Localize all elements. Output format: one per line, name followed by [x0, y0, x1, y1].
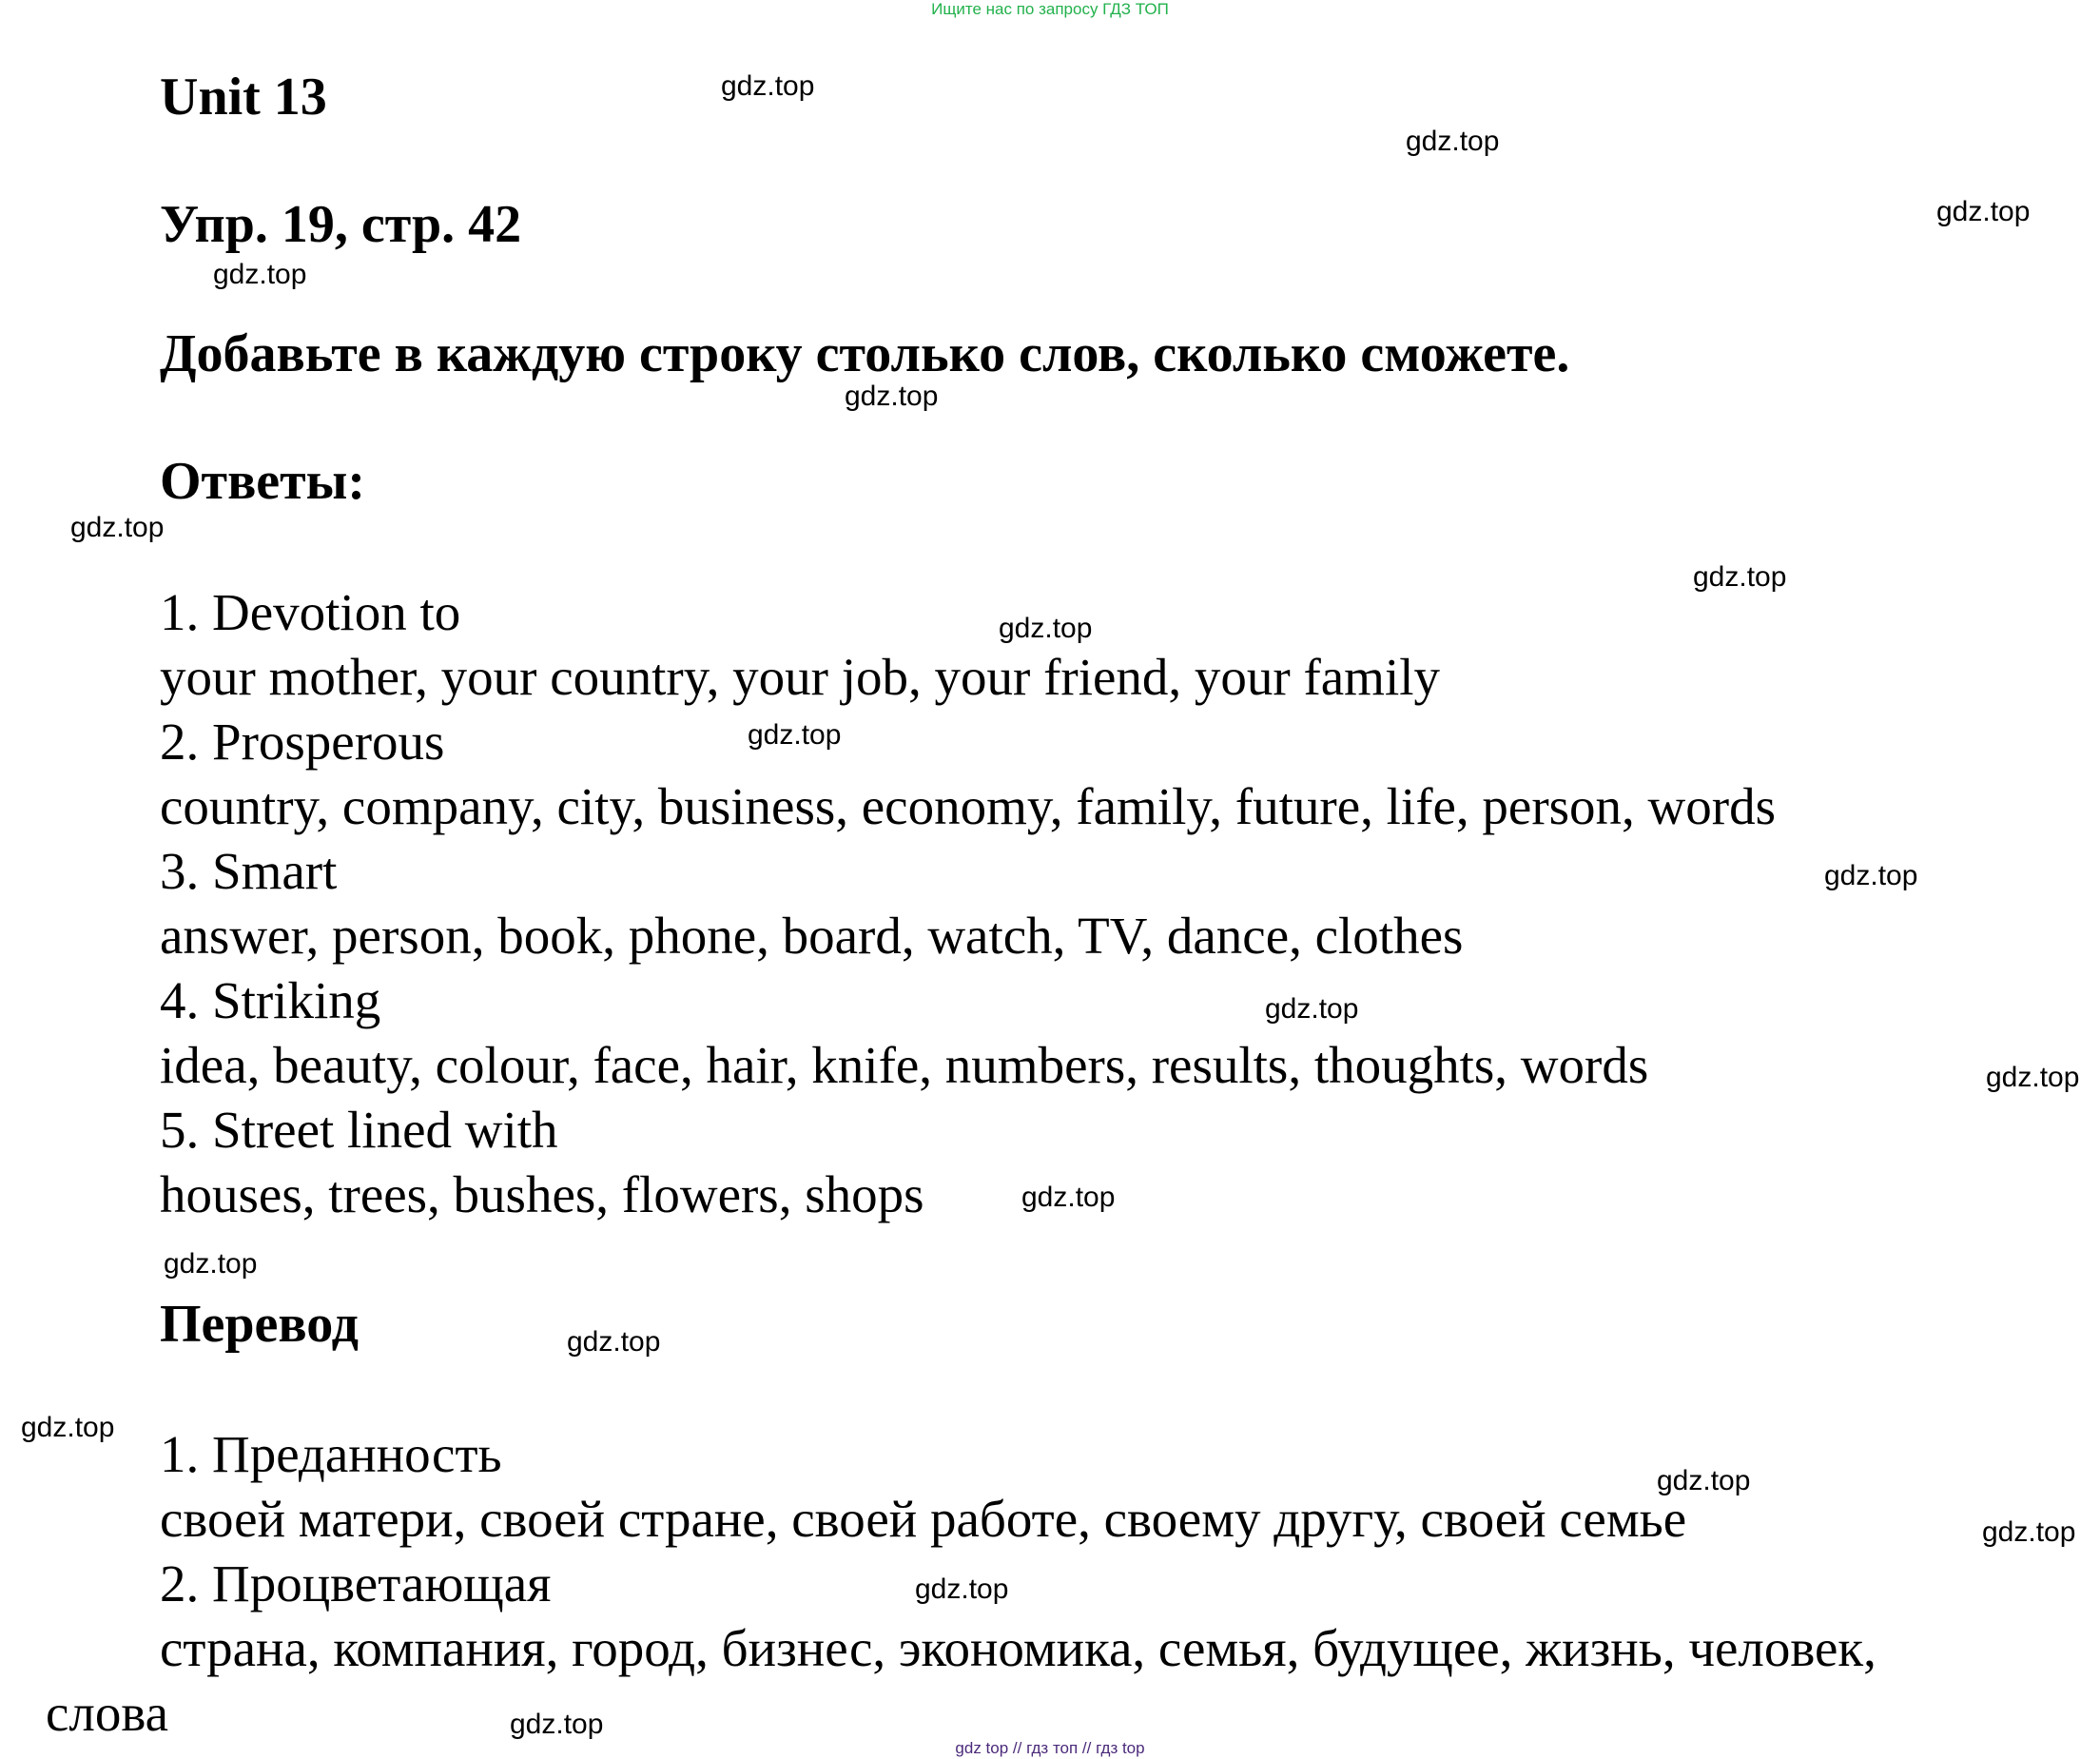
top-banner: Ищите нас по запросу ГДЗ ТОП — [931, 0, 1169, 18]
task-instruction: Добавьте в каждую строку столько слов, сколько сможете. — [160, 324, 1570, 383]
translation-2-words: страна, компания, город, бизнес, экономика, семья, будущее, жизнь, человек, — [160, 1619, 1876, 1677]
watermark: gdz.top — [915, 1573, 1009, 1605]
answer-2-label: 2. Prosperous — [160, 713, 445, 771]
translation-heading: Перевод — [160, 1295, 359, 1354]
watermark: gdz.top — [1693, 561, 1787, 593]
answer-1-label: 1. Devotion to — [160, 583, 461, 641]
watermark: gdz.top — [567, 1326, 661, 1358]
translation-1-label: 1. Преданность — [160, 1425, 502, 1483]
answer-3-label: 3. Smart — [160, 842, 338, 900]
translation-2-words-continued: слова — [46, 1684, 169, 1742]
translation-1-words: своей матери, своей стране, своей работе, своему другу, своей семье — [160, 1490, 1687, 1548]
watermark: gdz.top — [1406, 126, 1500, 157]
watermark: gdz.top — [1986, 1062, 2080, 1093]
translation-2-label: 2. Процветающая — [160, 1554, 552, 1612]
watermark: gdz.top — [1824, 860, 1918, 891]
answer-4-words: idea, beauty, colour, face, hair, knife, numbers, results, thoughts, words — [160, 1036, 1649, 1094]
watermark: gdz.top — [748, 719, 842, 751]
watermark: gdz.top — [1021, 1182, 1116, 1213]
watermark: gdz.top — [1265, 993, 1359, 1025]
watermark: gdz.top — [999, 613, 1093, 644]
unit-title: Unit 13 — [160, 68, 327, 127]
watermark: gdz.top — [1936, 196, 2031, 227]
exercise-reference: Упр. 19, стр. 42 — [160, 195, 522, 254]
watermark: gdz.top — [845, 381, 939, 412]
watermark: gdz.top — [510, 1709, 604, 1740]
bottom-banner: gdz top // гдз топ // гдз top — [955, 1739, 1145, 1757]
answers-heading: Ответы: — [160, 452, 366, 511]
answer-1-words: your mother, your country, your job, your friend, your family — [160, 648, 1441, 706]
watermark: gdz.top — [70, 512, 165, 543]
watermark: gdz.top — [21, 1412, 115, 1443]
watermark: gdz.top — [721, 70, 815, 102]
answer-4-label: 4. Striking — [160, 971, 381, 1029]
watermark: gdz.top — [213, 259, 307, 290]
watermark: gdz.top — [164, 1248, 258, 1280]
answer-3-words: answer, person, book, phone, board, watch, TV, dance, clothes — [160, 907, 1464, 965]
answer-5-label: 5. Street lined with — [160, 1101, 558, 1159]
answer-5-words: houses, trees, bushes, flowers, shops — [160, 1165, 924, 1223]
watermark: gdz.top — [1982, 1516, 2076, 1548]
watermark: gdz.top — [1657, 1465, 1751, 1496]
answer-2-words: country, company, city, business, economy, family, future, life, person, words — [160, 777, 1776, 835]
